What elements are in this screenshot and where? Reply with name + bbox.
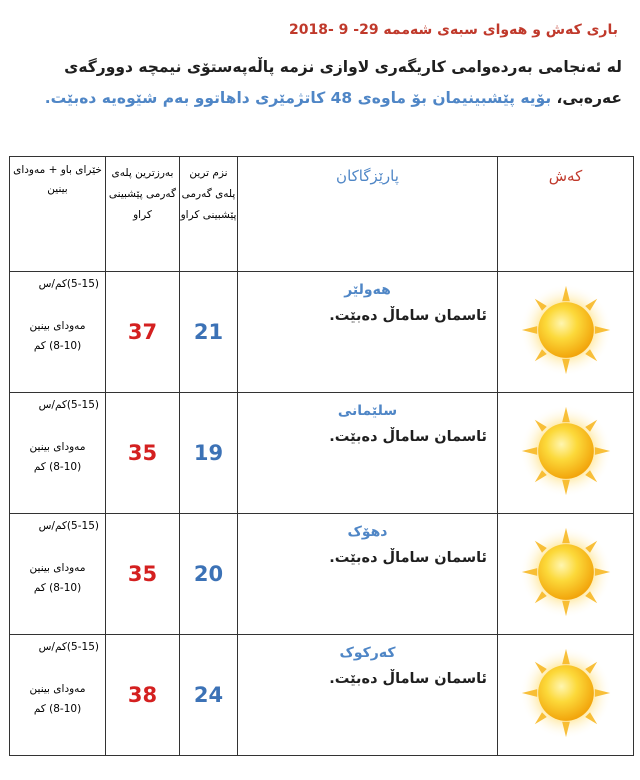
city-name: هەولێر [344, 282, 391, 298]
visibility-value: (8-10) كم [33, 582, 82, 594]
table-row [10, 514, 634, 635]
visibility-label: مەودای بینین [29, 441, 86, 453]
sun-icon [518, 403, 614, 499]
city-name: سلێمانی [337, 403, 398, 419]
min-temp: 19 [180, 393, 238, 514]
wind-visibility-cell [10, 393, 106, 514]
visibility-label: مەودای بینین [29, 562, 86, 574]
wind-speed: (5-15)كم/س [38, 399, 99, 411]
wind-visibility-header: خێرای باو + مەودای بینین [10, 157, 106, 272]
visibility-value: (8-10) كم [33, 340, 82, 352]
table-row [10, 635, 634, 756]
wind-speed: (5-15)كم/س [38, 278, 99, 290]
forecast-table [9, 156, 634, 756]
weather-description: ئاسمان ساماڵ دەبێت. [329, 429, 487, 445]
table-row [10, 393, 634, 514]
wind-speed: (5-15)كم/س [38, 520, 99, 532]
intro-text-dark: لە ئەنجامی بەردەوامی کاریگەری لاوازی نزمە پاڵەپەستۆی نیمچە دوورگەی عەرەبی، [64, 58, 622, 107]
sun-icon [518, 282, 614, 378]
sun-icon [518, 524, 614, 620]
wind-visibility-cell [10, 272, 106, 393]
min-temp: 21 [180, 272, 238, 393]
sun-icon [518, 645, 614, 741]
max-temp-header: بەرزترین پلەی گەرمی پێشبینی کراو [106, 157, 180, 272]
city-cell [238, 393, 498, 514]
city-cell [238, 635, 498, 756]
page-title: باری کەش و هەوای سبەی شەممە 29- 9 -2018 [288, 22, 618, 38]
weather-header: کەش [498, 157, 634, 272]
wind-visibility-cell [10, 514, 106, 635]
visibility-label: مەودای بینین [29, 320, 86, 332]
cities-header: پارێزگاکان [238, 157, 498, 272]
min-temp: 20 [180, 514, 238, 635]
weather-description: ئاسمان ساماڵ دەبێت. [329, 308, 487, 324]
max-temp: 35 [106, 514, 180, 635]
visibility-value: (8-10) كم [33, 461, 82, 473]
city-name: کەرکوک [339, 645, 396, 661]
intro-text-blue: بۆیە پێشبینیمان بۆ ماوەی 48 کاتژمێری داهاتوو بەم شێوەیە دەبێت. [44, 89, 557, 107]
forecast-header [0, 0, 640, 150]
visibility-value: (8-10) كم [33, 703, 82, 715]
visibility-label: مەودای بینین [29, 683, 86, 695]
min-temp: 24 [180, 635, 238, 756]
city-name: دهۆک [347, 524, 388, 540]
table-header-row [10, 157, 634, 272]
forecast-intro [22, 52, 622, 114]
table-row [10, 272, 634, 393]
max-temp: 38 [106, 635, 180, 756]
city-cell [238, 514, 498, 635]
wind-speed: (5-15)كم/س [38, 641, 99, 653]
city-cell [238, 272, 498, 393]
wind-visibility-cell [10, 635, 106, 756]
max-temp: 37 [106, 272, 180, 393]
weather-description: ئاسمان ساماڵ دەبێت. [329, 671, 487, 687]
min-temp-header: نزم ترین پلەی گەرمی پێشبینی کراو [180, 157, 238, 272]
weather-description: ئاسمان ساماڵ دەبێت. [329, 550, 487, 566]
max-temp: 35 [106, 393, 180, 514]
